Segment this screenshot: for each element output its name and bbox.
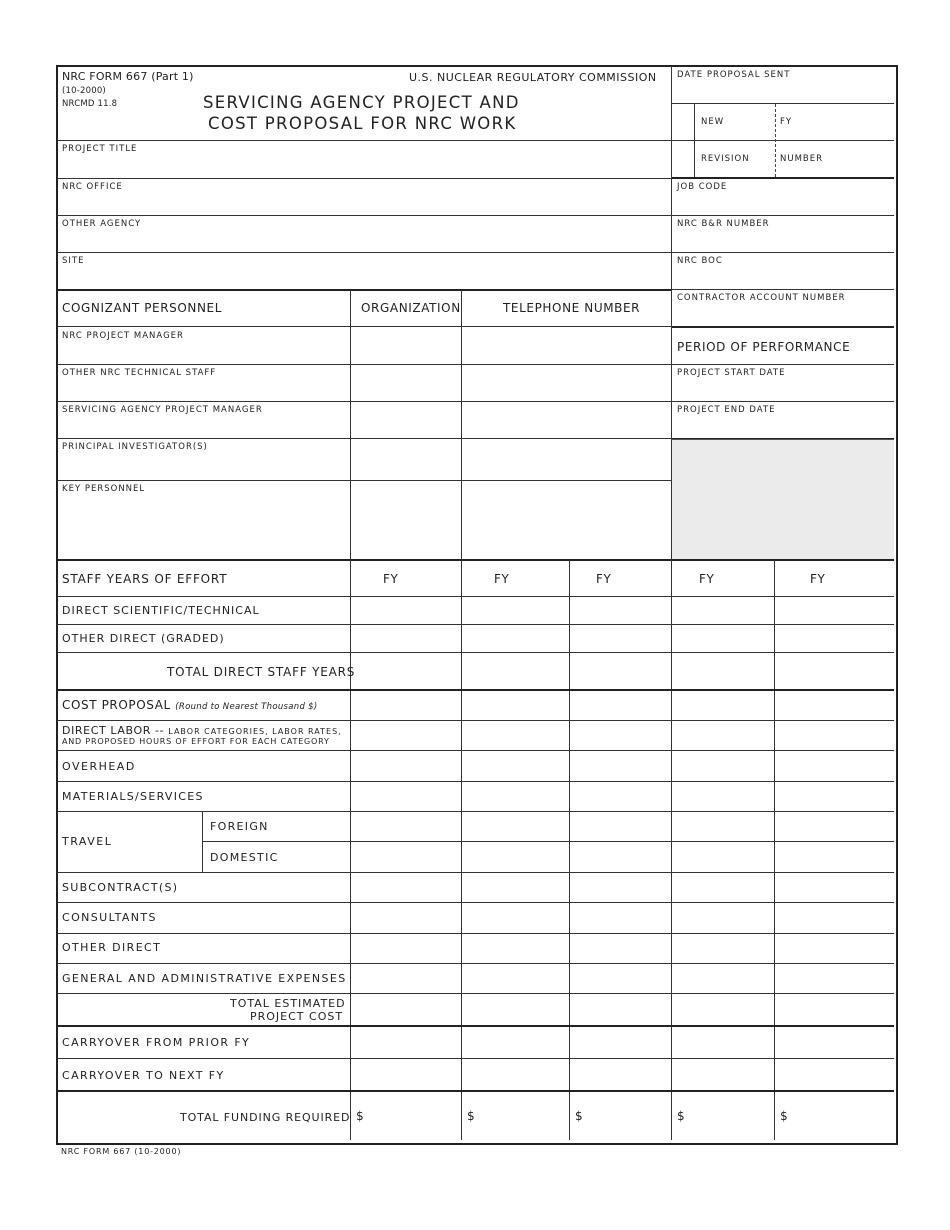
grid-cell-input[interactable]: [367, 628, 457, 649]
divider: [57, 652, 894, 653]
other-direct-label: OTHER DIRECT: [62, 941, 162, 954]
fy-col-1: FY: [383, 572, 399, 586]
grid-cell-input[interactable]: [367, 785, 457, 808]
shaded-box: [672, 439, 894, 560]
divider: [57, 720, 894, 721]
grid-cell-input[interactable]: [791, 967, 890, 990]
grid-cell-input[interactable]: [478, 1095, 565, 1137]
grid-cell-input[interactable]: [586, 656, 667, 686]
nrcmd-ref: NRCMD 11.8: [62, 99, 118, 109]
personnel-cell-input[interactable]: [355, 443, 457, 465]
grid-cell-input[interactable]: [791, 906, 890, 930]
consultants-label: CONSULTANTS: [62, 911, 157, 924]
grid-cell-input[interactable]: [791, 628, 890, 649]
grid-cell-input[interactable]: [791, 876, 890, 899]
grid-cell-input[interactable]: [688, 754, 770, 778]
grid-cell-input[interactable]: [688, 845, 770, 869]
cost-proposal-note: (Round to Nearest Thousand $): [175, 702, 318, 712]
fy-col-3: FY: [596, 572, 612, 586]
divider: [57, 963, 894, 964]
grid-cell-input[interactable]: [367, 845, 457, 869]
fy-col-4: FY: [699, 572, 715, 586]
grid-cell-input[interactable]: [688, 693, 770, 717]
grid-cell-input[interactable]: [791, 937, 890, 960]
personnel-cell-input[interactable]: [466, 406, 667, 428]
grid-cell-input[interactable]: [791, 754, 890, 778]
job-code-input[interactable]: [677, 196, 889, 212]
grid-cell-input[interactable]: [688, 600, 770, 621]
grid-cell-input[interactable]: [688, 906, 770, 930]
grid-cell-input[interactable]: [586, 1062, 667, 1087]
direct-labor-note2: AND PROPOSED HOURS OF EFFORT FOR EACH CATEGORY: [62, 737, 330, 746]
grid-cell-input[interactable]: [478, 876, 565, 899]
divider: [672, 140, 894, 141]
cost-proposal-title: COST PROPOSAL: [62, 698, 171, 712]
divider: [57, 252, 671, 253]
divider: [57, 811, 894, 812]
grid-cell-input[interactable]: [791, 1062, 890, 1087]
grid-cell-input[interactable]: [367, 876, 457, 899]
domestic-label: DOMESTIC: [210, 851, 279, 864]
principal-investigators-label: PRINCIPAL INVESTIGATOR(S): [62, 442, 208, 452]
divider: [57, 140, 671, 141]
total-funding-required-label: TOTAL FUNDING REQUIRED: [180, 1111, 351, 1124]
direct-labor-note1: LABOR CATEGORIES, LABOR RATES,: [168, 727, 342, 736]
divider: [461, 290, 462, 560]
dollar-sign: $: [780, 1109, 789, 1123]
grid-cell-input[interactable]: [688, 1095, 770, 1137]
carryover-next-label: CARRYOVER TO NEXT FY: [62, 1069, 225, 1082]
overhead-label: OVERHEAD: [62, 760, 136, 773]
total-estimated-line2: PROJECT COST: [250, 1010, 344, 1023]
travel-label: TRAVEL: [62, 835, 113, 848]
grid-cell-input[interactable]: [791, 997, 890, 1022]
grid-cell-input[interactable]: [478, 967, 565, 990]
personnel-cell-input[interactable]: [355, 406, 457, 428]
new-label: NEW: [701, 117, 725, 127]
nrc-project-manager-label: NRC PROJECT MANAGER: [62, 331, 184, 341]
divider: [57, 933, 894, 934]
grid-cell-input[interactable]: [688, 785, 770, 808]
date-proposal-sent-input[interactable]: [677, 84, 889, 100]
grid-cell-input[interactable]: [688, 1062, 770, 1087]
nrc-office-label: NRC OFFICE: [62, 182, 123, 192]
personnel-cell-input[interactable]: [466, 443, 667, 465]
total-direct-staff-years-label: TOTAL DIRECT STAFF YEARS: [167, 665, 356, 679]
grid-cell-input[interactable]: [478, 785, 565, 808]
grid-cell-input[interactable]: [478, 815, 565, 838]
grid-cell-input[interactable]: [791, 815, 890, 838]
grid-cell-input[interactable]: [586, 1029, 667, 1055]
foreign-label: FOREIGN: [210, 820, 269, 833]
materials-services-label: MATERIALS/SERVICES: [62, 790, 204, 803]
grid-cell-input[interactable]: [586, 906, 667, 930]
grid-cell-input[interactable]: [586, 1095, 667, 1137]
grid-cell-input[interactable]: [367, 997, 457, 1022]
grid-cell-input[interactable]: [586, 937, 667, 960]
grid-cell-input[interactable]: [586, 754, 667, 778]
organization-header: ORGANIZATION: [361, 301, 461, 315]
site-input[interactable]: [62, 269, 662, 287]
total-estimated-line1: TOTAL ESTIMATED: [230, 997, 346, 1010]
grid-cell-input[interactable]: [478, 845, 565, 869]
divider: [775, 104, 776, 177]
grid-cell-input[interactable]: [586, 845, 667, 869]
grid-cell-input[interactable]: [478, 1029, 565, 1055]
form-number: NRC FORM 667 (Part 1): [62, 70, 194, 83]
divider: [57, 401, 671, 402]
divider: [57, 364, 671, 365]
divider: [671, 560, 672, 1140]
grid-cell-input[interactable]: [791, 656, 890, 686]
grid-cell-input[interactable]: [478, 693, 565, 717]
divider: [672, 215, 894, 216]
job-code-label: JOB CODE: [677, 182, 728, 192]
divider: [694, 104, 695, 177]
divider: [569, 560, 570, 1140]
divider: [672, 252, 894, 253]
divider: [57, 993, 894, 994]
grid-cell-input[interactable]: [367, 1062, 457, 1087]
other-agency-input[interactable]: [62, 232, 662, 250]
divider: [57, 902, 894, 903]
revision-label: REVISION: [701, 154, 750, 164]
divider: [57, 1058, 894, 1059]
divider: [57, 1090, 894, 1092]
grid-cell-input[interactable]: [791, 1095, 890, 1137]
nrc-boc-label: NRC BOC: [677, 256, 723, 266]
grid-cell-input[interactable]: [688, 876, 770, 899]
grid-cell-input[interactable]: [586, 628, 667, 649]
cognizant-personnel-header: COGNIZANT PERSONNEL: [62, 301, 223, 315]
divider: [461, 560, 462, 1140]
grid-cell-input[interactable]: [478, 1062, 565, 1087]
form-date: (10-2000): [62, 86, 106, 96]
grid-cell-input[interactable]: [688, 937, 770, 960]
staff-years-heading: STAFF YEARS OF EFFORT: [62, 572, 228, 586]
grid-cell-input[interactable]: [791, 693, 890, 717]
divider: [672, 326, 894, 328]
dollar-sign: $: [467, 1109, 476, 1123]
other-direct-graded-label: OTHER DIRECT (GRADED): [62, 632, 225, 645]
grid-cell-input[interactable]: [367, 967, 457, 990]
fy-col-5: FY: [810, 572, 826, 586]
fy-col-2: FY: [494, 572, 510, 586]
dollar-sign: $: [677, 1109, 686, 1123]
divider: [672, 364, 894, 365]
form-title-line2: COST PROPOSAL FOR NRC WORK: [208, 114, 517, 133]
grid-cell-input[interactable]: [586, 876, 667, 899]
grid-cell-input[interactable]: [586, 997, 667, 1022]
personnel-cell-input[interactable]: [466, 369, 667, 391]
grid-cell-input[interactable]: [367, 937, 457, 960]
cost-proposal-heading: [62, 699, 317, 712]
divider: [774, 560, 775, 1140]
carryover-prior-label: CARRYOVER FROM PRIOR FY: [62, 1036, 251, 1049]
nrc-br-number-label: NRC B&R NUMBER: [677, 219, 770, 229]
personnel-cell-input[interactable]: [355, 369, 457, 391]
personnel-cell-input[interactable]: [466, 485, 667, 507]
divider: [672, 177, 894, 179]
project-start-date-label: PROJECT START DATE: [677, 368, 786, 378]
personnel-cell-input[interactable]: [355, 485, 457, 507]
grid-cell-input[interactable]: [688, 815, 770, 838]
grid-cell-input[interactable]: [791, 724, 890, 747]
telephone-header: TELEPHONE NUMBER: [503, 301, 641, 315]
grid-cell-input[interactable]: [586, 693, 667, 717]
other-agency-label: OTHER AGENCY: [62, 219, 142, 229]
grid-cell-input[interactable]: [367, 815, 457, 838]
key-personnel-label: KEY PERSONNEL: [62, 484, 146, 494]
divider: [672, 289, 894, 290]
period-of-performance-header: PERIOD OF PERFORMANCE: [677, 340, 851, 354]
project-title-input[interactable]: [62, 157, 662, 175]
divider: [350, 290, 351, 560]
divider: [57, 326, 671, 327]
grid-cell-input[interactable]: [367, 693, 457, 717]
personnel-cell-input[interactable]: [466, 331, 667, 353]
grid-cell-input[interactable]: [478, 628, 565, 649]
divider: [350, 560, 351, 1140]
project-title-label: PROJECT TITLE: [62, 144, 138, 154]
grid-cell-input[interactable]: [586, 600, 667, 621]
divider: [57, 689, 894, 691]
nrc-br-number-input[interactable]: [677, 233, 889, 249]
grid-cell-input[interactable]: [367, 906, 457, 930]
grid-cell-input[interactable]: [688, 967, 770, 990]
grid-cell-input[interactable]: [586, 967, 667, 990]
nrc-boc-input[interactable]: [677, 270, 889, 286]
divider: [202, 841, 894, 842]
other-nrc-technical-staff-label: OTHER NRC TECHNICAL STAFF: [62, 368, 217, 378]
divider: [57, 438, 671, 439]
grid-cell-input[interactable]: [478, 656, 565, 686]
divider: [57, 750, 894, 751]
dollar-sign: $: [356, 1109, 365, 1123]
new-checkbox[interactable]: [675, 108, 691, 136]
dollar-sign: $: [575, 1109, 584, 1123]
grid-cell-input[interactable]: [367, 754, 457, 778]
divider: [672, 103, 894, 104]
revision-checkbox[interactable]: [675, 145, 691, 173]
nrc-office-input[interactable]: [62, 195, 662, 213]
grid-cell-input[interactable]: [367, 656, 457, 686]
servicing-agency-pm-label: SERVICING AGENCY PROJECT MANAGER: [62, 405, 263, 415]
contractor-account-number-input[interactable]: [677, 307, 889, 323]
divider: [57, 596, 894, 597]
site-label: SITE: [62, 256, 85, 266]
grid-cell-input[interactable]: [478, 906, 565, 930]
divider: [57, 1025, 894, 1027]
grid-cell-input[interactable]: [791, 785, 890, 808]
grid-cell-input[interactable]: [367, 724, 457, 747]
agency-name: U.S. NUCLEAR REGULATORY COMMISSION: [409, 71, 657, 84]
divider: [57, 480, 671, 481]
divider: [202, 812, 203, 872]
divider: [57, 215, 671, 216]
divider: [672, 401, 894, 402]
grid-cell-input[interactable]: [478, 997, 565, 1022]
grid-cell-input[interactable]: [367, 1029, 457, 1055]
footer-form-code: NRC FORM 667 (10-2000): [61, 1147, 182, 1156]
direct-labor-row: [62, 725, 342, 736]
grid-cell-input[interactable]: [586, 724, 667, 747]
grid-cell-input[interactable]: [791, 845, 890, 869]
grid-cell-input[interactable]: [791, 1029, 890, 1055]
general-admin-label: GENERAL AND ADMINISTRATIVE EXPENSES: [62, 972, 347, 985]
grid-cell-input[interactable]: [688, 997, 770, 1022]
divider: [57, 624, 894, 625]
form-title-line1: SERVICING AGENCY PROJECT AND: [203, 93, 520, 112]
personnel-cell-input[interactable]: [355, 331, 457, 353]
project-end-date-input[interactable]: [677, 419, 889, 435]
divider: [57, 781, 894, 782]
grid-cell-input[interactable]: [367, 600, 457, 621]
grid-cell-input[interactable]: [688, 724, 770, 747]
grid-cell-input[interactable]: [478, 600, 565, 621]
grid-cell-input[interactable]: [478, 937, 565, 960]
divider: [57, 178, 671, 179]
grid-cell-input[interactable]: [791, 600, 890, 621]
direct-labor-title: DIRECT LABOR --: [62, 724, 165, 737]
subcontracts-label: SUBCONTRACT(S): [62, 881, 179, 894]
grid-cell-input[interactable]: [586, 815, 667, 838]
project-end-date-label: PROJECT END DATE: [677, 405, 776, 415]
divider: [57, 559, 894, 561]
number-label: NUMBER: [780, 154, 824, 164]
grid-cell-input[interactable]: [688, 656, 770, 686]
date-proposal-sent-label: DATE PROPOSAL SENT: [677, 70, 791, 80]
grid-cell-input[interactable]: [688, 1029, 770, 1055]
grid-cell-input[interactable]: [478, 724, 565, 747]
grid-cell-input[interactable]: [688, 628, 770, 649]
fy-label: FY: [780, 117, 793, 127]
direct-scientific-label: DIRECT SCIENTIFIC/TECHNICAL: [62, 604, 260, 617]
grid-cell-input[interactable]: [586, 785, 667, 808]
divider: [57, 289, 671, 291]
contractor-account-number-label: CONTRACTOR ACCOUNT NUMBER: [677, 293, 846, 303]
project-start-date-input[interactable]: [677, 382, 889, 398]
grid-cell-input[interactable]: [367, 1095, 457, 1137]
divider: [57, 872, 894, 873]
grid-cell-input[interactable]: [478, 754, 565, 778]
